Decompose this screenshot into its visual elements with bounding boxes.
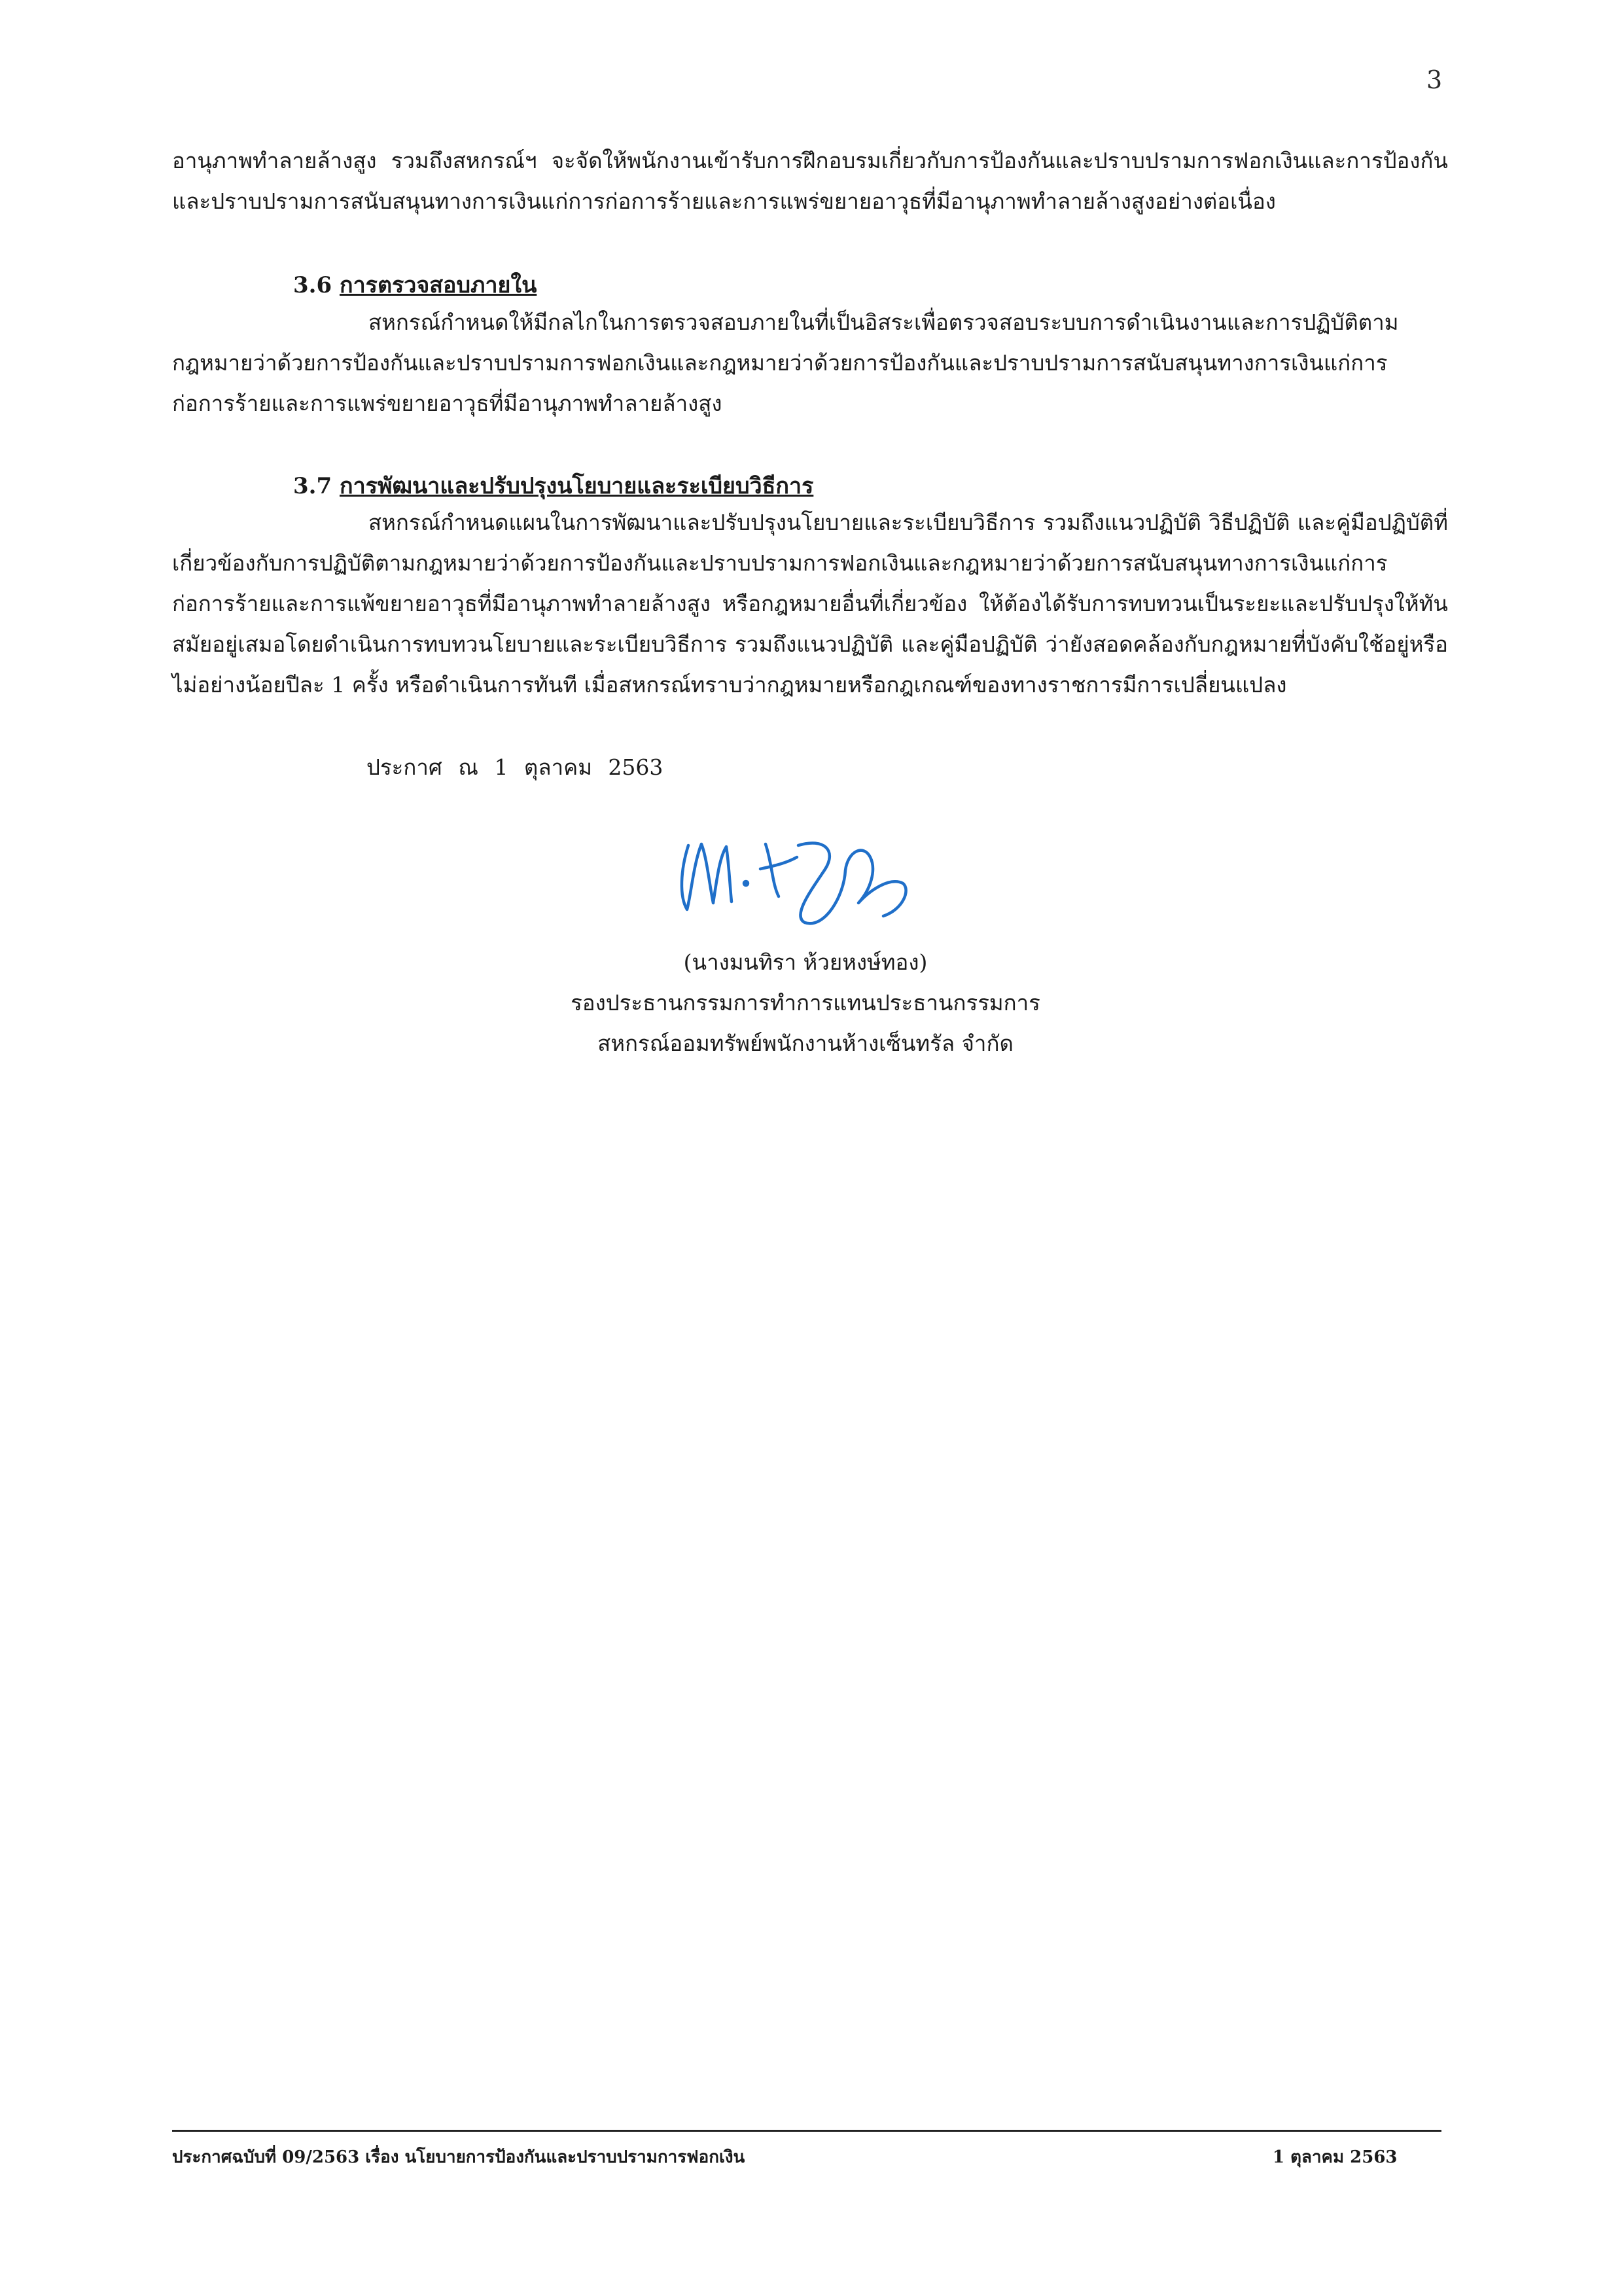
page-number: 3 <box>1426 65 1443 94</box>
signatory-name: (นางมนทิรา ห้วยหงษ์ทอง) <box>683 949 928 975</box>
footer-divider <box>172 2130 1441 2132</box>
footer-document-reference: ประกาศฉบับที่ 09/2563 เรื่อง นโยบายการป้องกันและปราบปรามการฟอกเงิน <box>172 2147 745 2167</box>
signatory-position: รองประธานกรรมการทำการแทนประธานกรรมการ <box>571 990 1040 1016</box>
section-3-6-body: สหกรณ์กำหนดให้มีกลไกในการตรวจสอบภายในที่เป็นอิสระเพื่อตรวจสอบระบบการดำเนินงานและการปฏิบัติตามกฎหมายว่าด้วยการป้องกันและปราบปรามการฟอกเงินและกฎหมายว่าด้วยการป้องกันและปราบปรามการสนับสนุนทางการเงินแก่การก่อการร้ายและการแพร่ขยายอาวุธที่มีอานุภาพทำลายล้างสูง <box>172 309 1399 416</box>
section-3-7-body-block <box>172 503 1448 705</box>
signatory-block <box>0 942 1624 1064</box>
intro-line-1: อานุภาพทำลายล้างสูง รวมถึงสหกรณ์ฯ จะจัดให้พนักงานเข้ารับการฝึกอบรมเกี่ยวกับการป้องกันและปราบปรามการฟอกเงินและการป้องกัน <box>172 148 1448 173</box>
handwritten-signature <box>674 818 923 936</box>
section-3-6-body-block <box>172 302 1448 424</box>
intro-line-2: และปราบปรามการสนับสนุนทางการเงินแก่การก่อการร้ายและการแพร่ขยายอาวุธที่มีอานุภาพทำลายล้างสูงอย่างต่อเนื่อง <box>172 188 1276 214</box>
section-3-6-title: การตรวจสอบภายใน <box>340 272 537 298</box>
signatory-organization: สหกรณ์ออมทรัพย์พนักงานห้างเซ็นทรัล จำกัด <box>597 1031 1014 1056</box>
footer-date: 1 ตุลาคม 2563 <box>1273 2147 1398 2167</box>
intro-paragraph <box>172 141 1448 222</box>
section-3-6-number: 3.6 <box>293 272 332 298</box>
section-3-7-heading <box>293 466 813 506</box>
section-3-6-heading <box>293 265 537 306</box>
section-3-7-title: การพัฒนาและปรับปรุงนโยบายและระเบียบวิธีการ <box>340 473 814 499</box>
announcement-date: ประกาศ ณ 1 ตุลาคม 2563 <box>366 754 663 780</box>
section-3-7-number: 3.7 <box>293 473 332 499</box>
section-3-7-body: สหกรณ์กำหนดแผนในการพัฒนาและปรับปรุงนโยบายและระเบียบวิธีการ รวมถึงแนวปฏิบัติ วิธีปฏิบัติ และคู่มือปฏิบัติที่เกี่ยวข้องกับการปฏิบัติตามกฎหมายว่าด้วยการป้องกันและปราบปรามการฟอกเงินและกฎหมายว่าด้วยการสนับสนุนทางการเงินแก่การก่อการร้ายและการแพ้ขยายอาวุธที่มีอานุภาพทำลายล้างสูง หรือกฎหมายอื่นที่เกี่ยวข้อง ให้ต้องได้รับการทบทวนเป็นระยะและปรับปรุงให้ทันสมัยอยู่เสมอโดยดำเนินการทบทวนโยบายและระเบียบวิธีการ รวมถึงแนวปฏิบัติ และคู่มือปฏิบัติ ว่ายังสอดคล้องกับกฎหมายที่บังคับใช้อยู่หรือไม่อย่างน้อยปีละ 1 ครั้ง หรือดำเนินการทันที เมื่อสหกรณ์ทราบว่ากฎหมายหรือกฎเกณฑ์ของทางราชการมีการเปลี่ยนแปลง <box>172 510 1448 698</box>
